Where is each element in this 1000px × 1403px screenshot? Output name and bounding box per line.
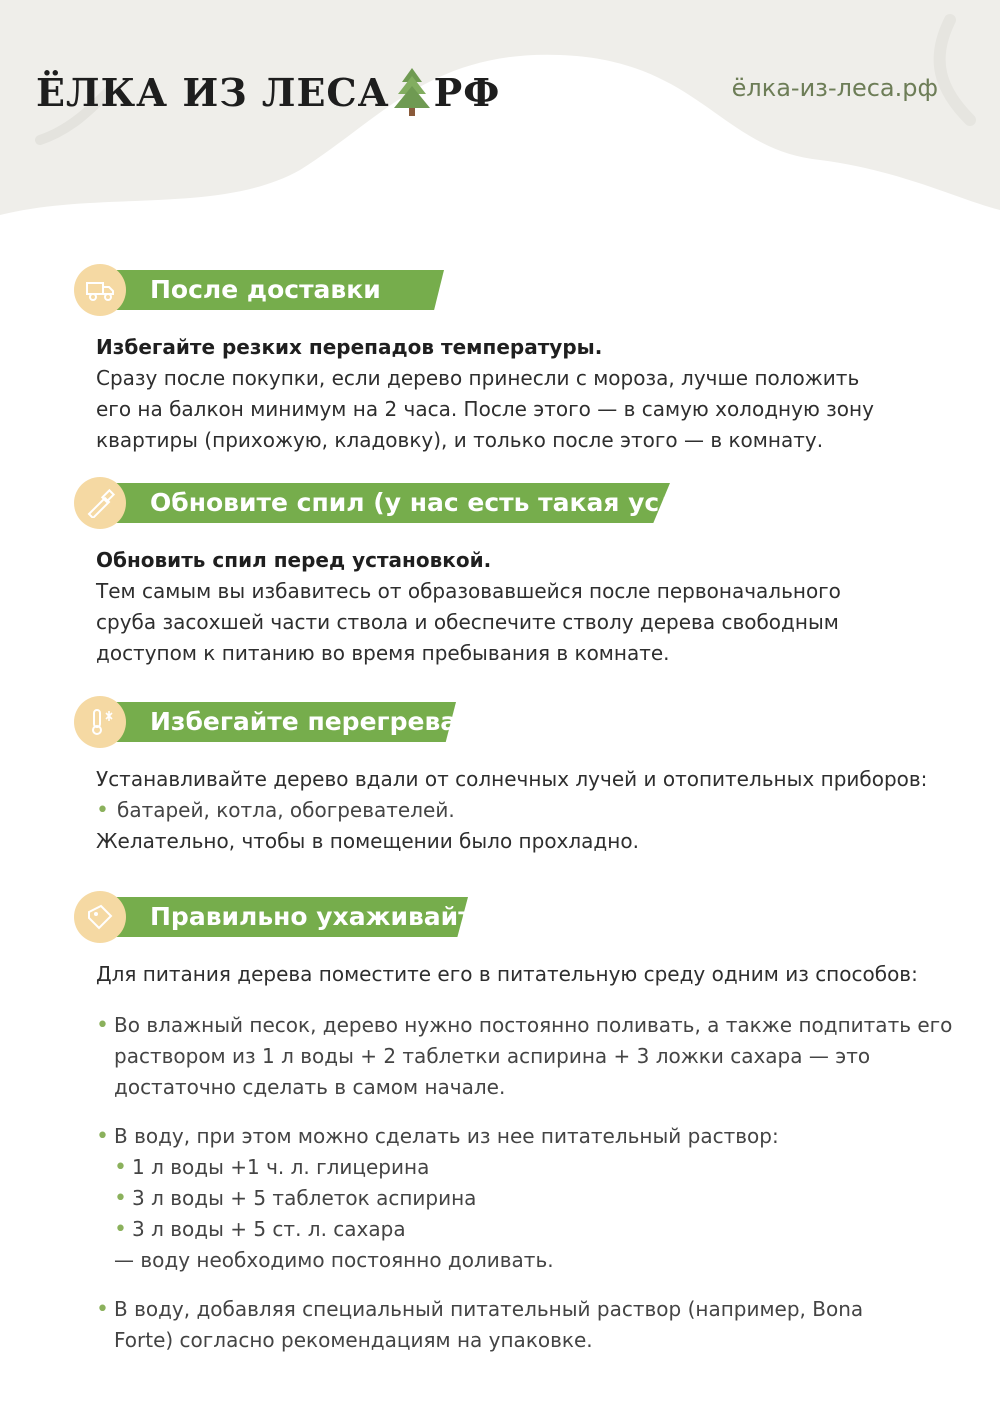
sub-item-text: 1 л воды +1 ч. л. глицерина (132, 1155, 430, 1179)
text-line: Сразу после покупки, если дерево принесли с мороза, лучше положить (96, 366, 860, 390)
text-line: сруба засохшей части ствола и обеспечите стволу дерева свободным (96, 610, 839, 634)
section-body (96, 959, 954, 1356)
thermometer-icon (74, 696, 126, 748)
list-item (96, 1010, 954, 1103)
list-item-note: — воду необходимо постоянно доливать. (114, 1248, 554, 1272)
sub-list-item (114, 1183, 954, 1214)
text-line: Устанавливайте дерево вдали от солнечных лучей и отопительных приборов: (96, 767, 928, 791)
section-header (74, 264, 954, 316)
text-line: его на балкон минимум на 2 часа. После этого — в самую холодную зону (96, 397, 874, 421)
list-item-text: Forte) согласно рекомендациям на упаковке. (114, 1328, 593, 1352)
page-header (0, 0, 1000, 180)
section-header (74, 477, 954, 529)
list-item-text: достаточно сделать в самом начале. (114, 1075, 506, 1099)
section-header (74, 891, 954, 943)
list-item-text: Во влажный песок, дерево нужно постоянно поливать, а также подпитать его (114, 1013, 953, 1037)
section-body (96, 545, 954, 669)
bullet-icon: • (96, 1013, 109, 1038)
section-title: Правильно ухаживайте (150, 902, 490, 931)
section-intro: Для питания дерева поместите его в питательную среду одним из способов: (96, 962, 918, 986)
text-line: Тем самым вы избавитесь от образовавшейся после первоначального (96, 579, 841, 603)
delivery-truck-icon (74, 264, 126, 316)
section-proper-care (74, 891, 954, 1356)
section-after-delivery (74, 264, 954, 456)
section-renew-cut (74, 477, 954, 669)
list-item (96, 1294, 954, 1356)
section-avoid-overheating (74, 696, 954, 857)
bullet-icon: • (96, 1297, 109, 1322)
sub-item-text: 3 л воды + 5 ст. л. сахара (132, 1217, 406, 1241)
logo-text-left: ЁЛКА ИЗ ЛЕСА (36, 69, 390, 115)
section-body (96, 764, 954, 857)
logo-text-right: РФ (433, 69, 501, 115)
text-line: Желательно, чтобы в помещении было прохладно. (96, 829, 639, 853)
text-line: квартиры (прихожую, кладовку), и только после этого — в комнату. (96, 428, 824, 452)
list-item-text: В воду, добавляя специальный питательный раствор (например, Bona (114, 1297, 864, 1321)
section-lead: Обновить спил перед установкой. (96, 548, 492, 572)
bullet-icon: • (96, 1124, 109, 1149)
care-tag-icon (74, 891, 126, 943)
site-url-link[interactable]: ёлка-из-леса.рф (731, 74, 938, 102)
section-title: Обновите спил (у нас есть такая услуга) (150, 488, 736, 517)
brand-logo[interactable] (36, 60, 500, 124)
list-item-text: В воду, при этом можно сделать из нее питательный раствор: (114, 1124, 779, 1148)
list-item-text: раствором из 1 л воды + 2 таблетки аспирина + 3 ложки сахара — это (114, 1044, 871, 1068)
section-lead: Избегайте резких перепадов температуры. (96, 335, 603, 359)
saw-icon (74, 477, 126, 529)
sub-list-item (114, 1152, 954, 1183)
list-item (96, 1121, 954, 1276)
bullet-icon: • (114, 1155, 127, 1180)
section-title: После доставки (150, 275, 381, 304)
list-item (96, 795, 954, 826)
section-body (96, 332, 954, 456)
sub-item-text: 3 л воды + 5 таблеток аспирина (132, 1186, 477, 1210)
text-line: доступом к питанию во время пребывания в комнате. (96, 641, 670, 665)
list-item-text: батарей, котла, обогревателей. (116, 798, 455, 822)
section-header (74, 696, 954, 748)
fir-tree-icon (392, 66, 432, 118)
section-title: Избегайте перегрева (150, 707, 458, 736)
sub-list-item (114, 1214, 954, 1245)
bullet-icon: • (114, 1186, 127, 1211)
bullet-icon: • (114, 1217, 127, 1242)
bullet-icon: • (96, 798, 109, 823)
